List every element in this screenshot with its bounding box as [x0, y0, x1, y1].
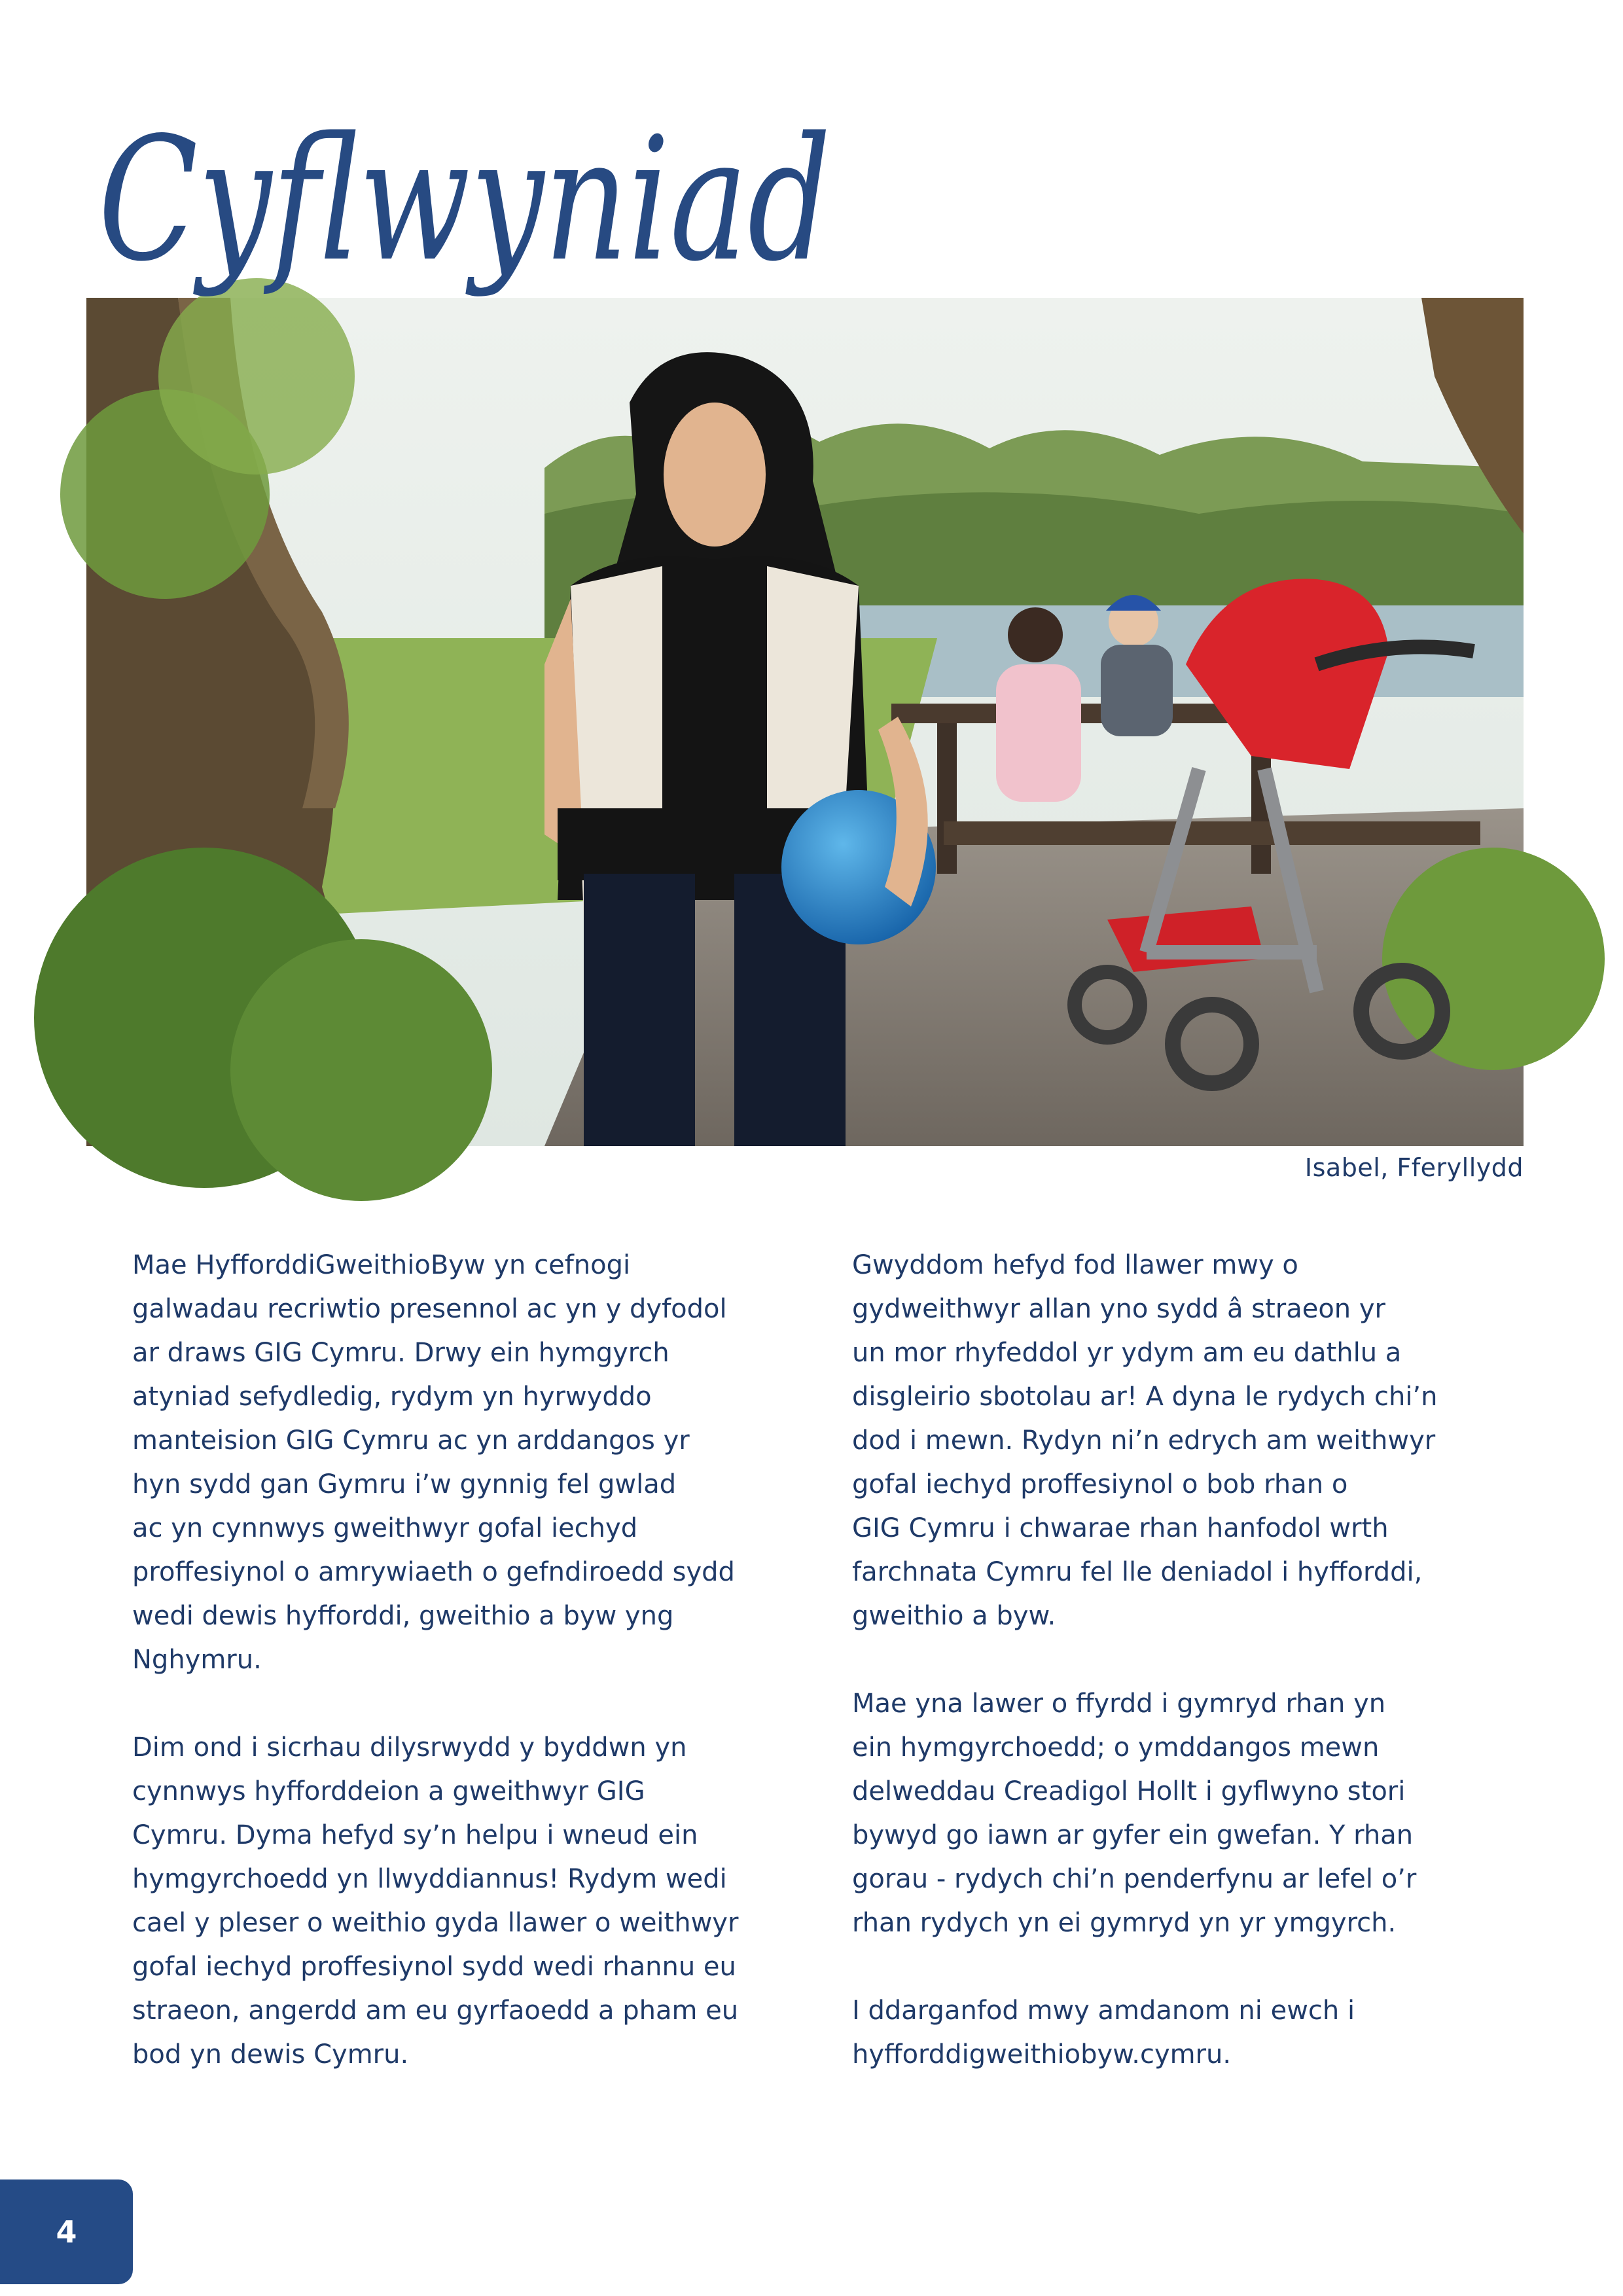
paragraph: Mae yna lawer o ffyrdd i gymryd rhan yn ein hymgyrchoedd; o ymddangos mewn delweddau Creadigol Hollt i gyflwyno stori bywyd go iawn ar gyfer ein gwefan. Y rhan gorau - rydych chi’n penderfynu ar lefel o’r rhan rydych yn ei gymryd yn yr ymgyrch.: [852, 1689, 1417, 1938]
paragraph: Dim ond i sicrhau dilysrwydd y byddwn yn cynnwys hyfforddeion a gweithwyr GIG Cymru. Dyma hefyd sy’n helpu i wneud ein hymgyrchoedd yn llwyddiannus! Rydym wedi cael y pleser o weithio gyda llawer o weithwyr gofal iechyd proffesiynol sydd wedi rhannu eu straeon, angerdd am eu gyrfaoedd a pham eu bod yn dewis Cymru.: [132, 1732, 739, 2070]
page-title-text: Cyflwyniad: [98, 101, 831, 299]
body-column-right: [852, 1244, 1480, 2121]
paragraph: Mae HyfforddiGweithioByw yn cefnogi galwadau recriwtio presennol ac yn y dyfodol ar draws GIG Cymru. Drwy ein hymgyrch atyniad sefydledig, rydym yn hyrwyddo manteision GIG Cymru ac yn arddangos yr hyn sydd gan Gymru i’w gynnig fel gwlad ac yn cynnwys gweithwyr gofal iechyd proffesiynol o amrywiaeth o gefndiroedd sydd wedi dewis hyfforddi, gweithio a byw yng Nghymru.: [132, 1250, 735, 1675]
page-title: [92, 62, 851, 363]
hero-photo: [86, 298, 1524, 1146]
page-number: 4: [0, 2179, 133, 2284]
photo-caption: Isabel, Fferyllydd: [1304, 1153, 1524, 1182]
body-column-left: [132, 1244, 774, 2121]
paragraph: I ddarganfod mwy amdanom ni ewch i hyfforddigweithiobyw.cymru.: [852, 1996, 1355, 2070]
paragraph: Gwyddom hefyd fod llawer mwy o gydweithwyr allan yno sydd â straeon yr un mor rhyfeddol yr ydym am eu dathlu a disgleirio sbotolau ar! A dyna le rydych chi’n dod i mewn. Rydyn ni’n edrych am weithwyr gofal iechyd proffesiynol o bob rhan o GIG Cymru i chwarae rhan hanfodol wrth farchnata Cymru fel lle deniadol i hyfforddi, gweithio a byw.: [852, 1250, 1438, 1631]
